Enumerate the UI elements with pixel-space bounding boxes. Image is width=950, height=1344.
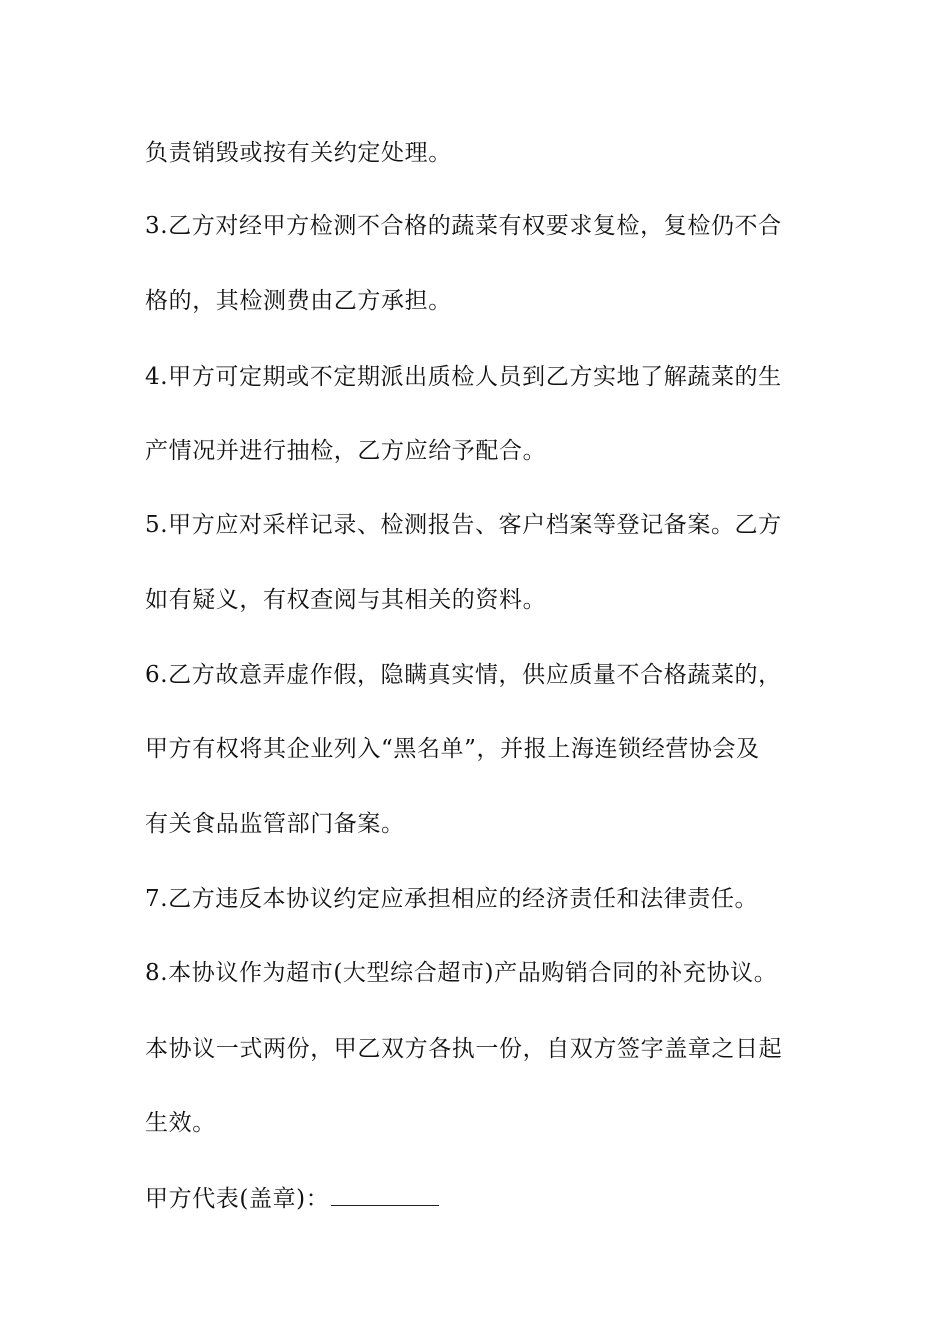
clause-4-line-1: 4.甲方可定期或不定期派出质检人员到乙方实地了解蔬菜的生 [145,364,782,390]
clause-4-line-2: 产情况并进行抽检，乙方应给予配合。 [145,438,547,464]
clause-5-line-2: 如有疑义，有权查阅与其相关的资料。 [145,587,547,613]
text-line-1: 负责销毁或按有关约定处理。 [145,140,452,166]
signature-label: 甲方代表(盖章)： [145,1186,330,1212]
clause-8-line-1: 8.本协议作为超市(大型综合超市)产品购销合同的补充协议。 [145,960,778,986]
signature-row [145,1183,439,1214]
clause-6-line-2: 甲方有权将其企业列入“黑名单”，并报上海连锁经营协会及 [145,736,760,762]
clause-6-line-3: 有关食品监管部门备案。 [145,811,405,837]
closing-line-2: 生效。 [145,1110,216,1136]
clause-3-line-2: 格的，其检测费由乙方承担。 [145,288,452,314]
signature-blank-line [331,1183,439,1206]
clause-6-line-1: 6.乙方故意弄虚作假，隐瞒真实情，供应质量不合格蔬菜的， [145,662,782,688]
clause-7-line-1: 7.乙方违反本协议约定应承担相应的经济责任和法律责任。 [145,886,759,912]
clause-5-line-1: 5.甲方应对采样记录、检测报告、客户档案等登记备案。乙方 [145,512,782,538]
closing-line-1: 本协议一式两份，甲乙双方各执一份，自双方签字盖章之日起 [145,1036,783,1062]
clause-3-line-1: 3.乙方对经甲方检测不合格的蔬菜有权要求复检，复检仍不合 [145,213,782,239]
